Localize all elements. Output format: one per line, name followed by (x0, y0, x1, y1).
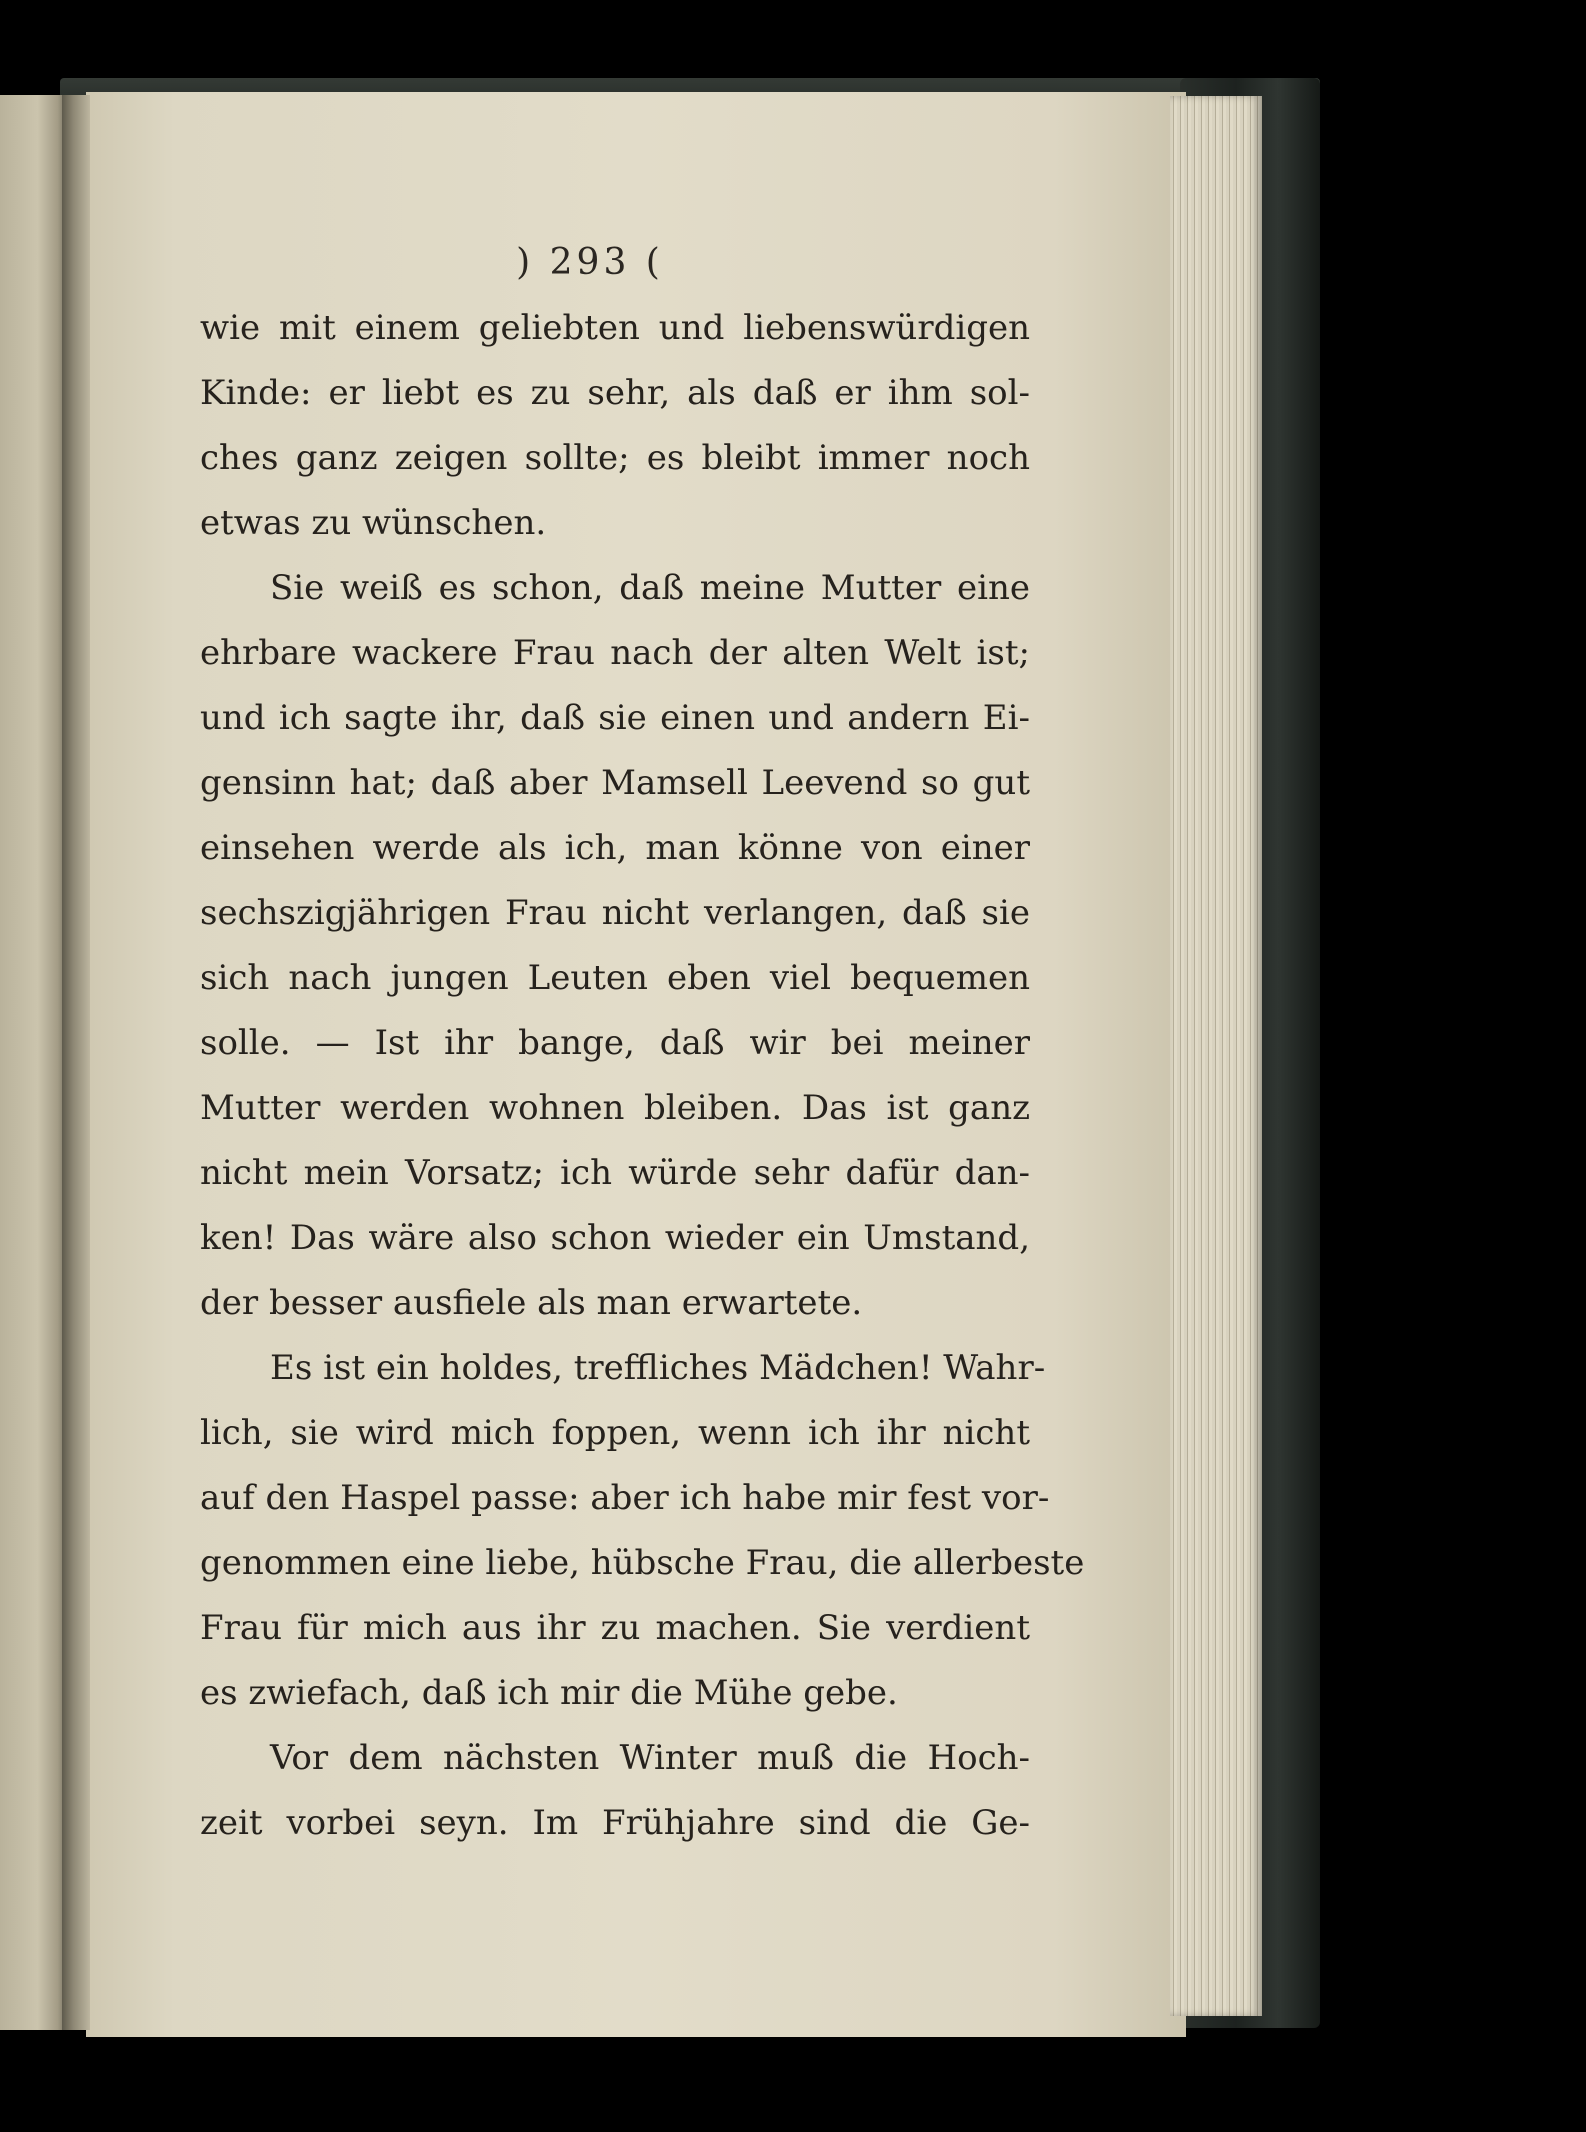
body-text (200, 296, 1085, 1856)
text-line: es zwiefach, daß ich mir die Mühe gebe. (200, 1673, 898, 1713)
book-gutter (62, 95, 90, 2030)
text-line: sich nach jungen Leuten eben viel bequemen (200, 958, 1030, 998)
text-line: Vor dem nächsten Winter muß die Hoch- (270, 1738, 1030, 1778)
text-line: wie mit einem geliebten und liebenswürdigen (200, 308, 1030, 348)
text-line: Mutter werden wohnen bleiben. Das ist ganz (200, 1088, 1030, 1128)
text-line: Es ist ein holdes, treffliches Mädchen! Wahr- (270, 1348, 1046, 1388)
text-line: der besser ausfiele als man erwartete. (200, 1283, 863, 1323)
text-line: auf den Haspel passe: aber ich habe mir fest vor- (200, 1478, 1050, 1518)
text-line: einsehen werde als ich, man könne von einer (200, 828, 1030, 868)
text-line: ken! Das wäre also schon wieder ein Umstand, (200, 1218, 1030, 1258)
text-line: gensinn hat; daß aber Mamsell Leevend so gut (200, 763, 1030, 803)
page-number: ) 293 ( (516, 242, 664, 283)
text-line: und ich sagte ihr, daß sie einen und andern Ei- (200, 698, 1030, 738)
text-line: genommen eine liebe, hübsche Frau, die allerbeste (200, 1543, 1085, 1583)
text-line: solle. — Ist ihr bange, daß wir bei meiner (200, 1023, 1030, 1063)
text-line: lich, sie wird mich foppen, wenn ich ihr nicht (200, 1413, 1030, 1453)
text-line: etwas zu wünschen. (200, 503, 547, 543)
text-line: zeit vorbei seyn. Im Frühjahre sind die Ge- (200, 1803, 1030, 1843)
text-line: nicht mein Vorsatz; ich würde sehr dafür dan- (200, 1153, 1030, 1193)
text-line: Frau für mich aus ihr zu machen. Sie verdient (200, 1608, 1030, 1648)
text-line: Kinde: er liebt es zu sehr, als daß er ihm sol- (200, 373, 1030, 413)
text-line: ches ganz zeigen sollte; es bleibt immer noch (200, 438, 1030, 478)
text-line: Sie weiß es schon, daß meine Mutter eine (270, 568, 1030, 608)
text-line: ehrbare wackere Frau nach der alten Welt ist; (200, 633, 1030, 673)
text-line: sechszigjährigen Frau nicht verlangen, daß sie (200, 893, 1030, 933)
page-edges (1170, 96, 1262, 2016)
left-page (0, 95, 68, 2030)
